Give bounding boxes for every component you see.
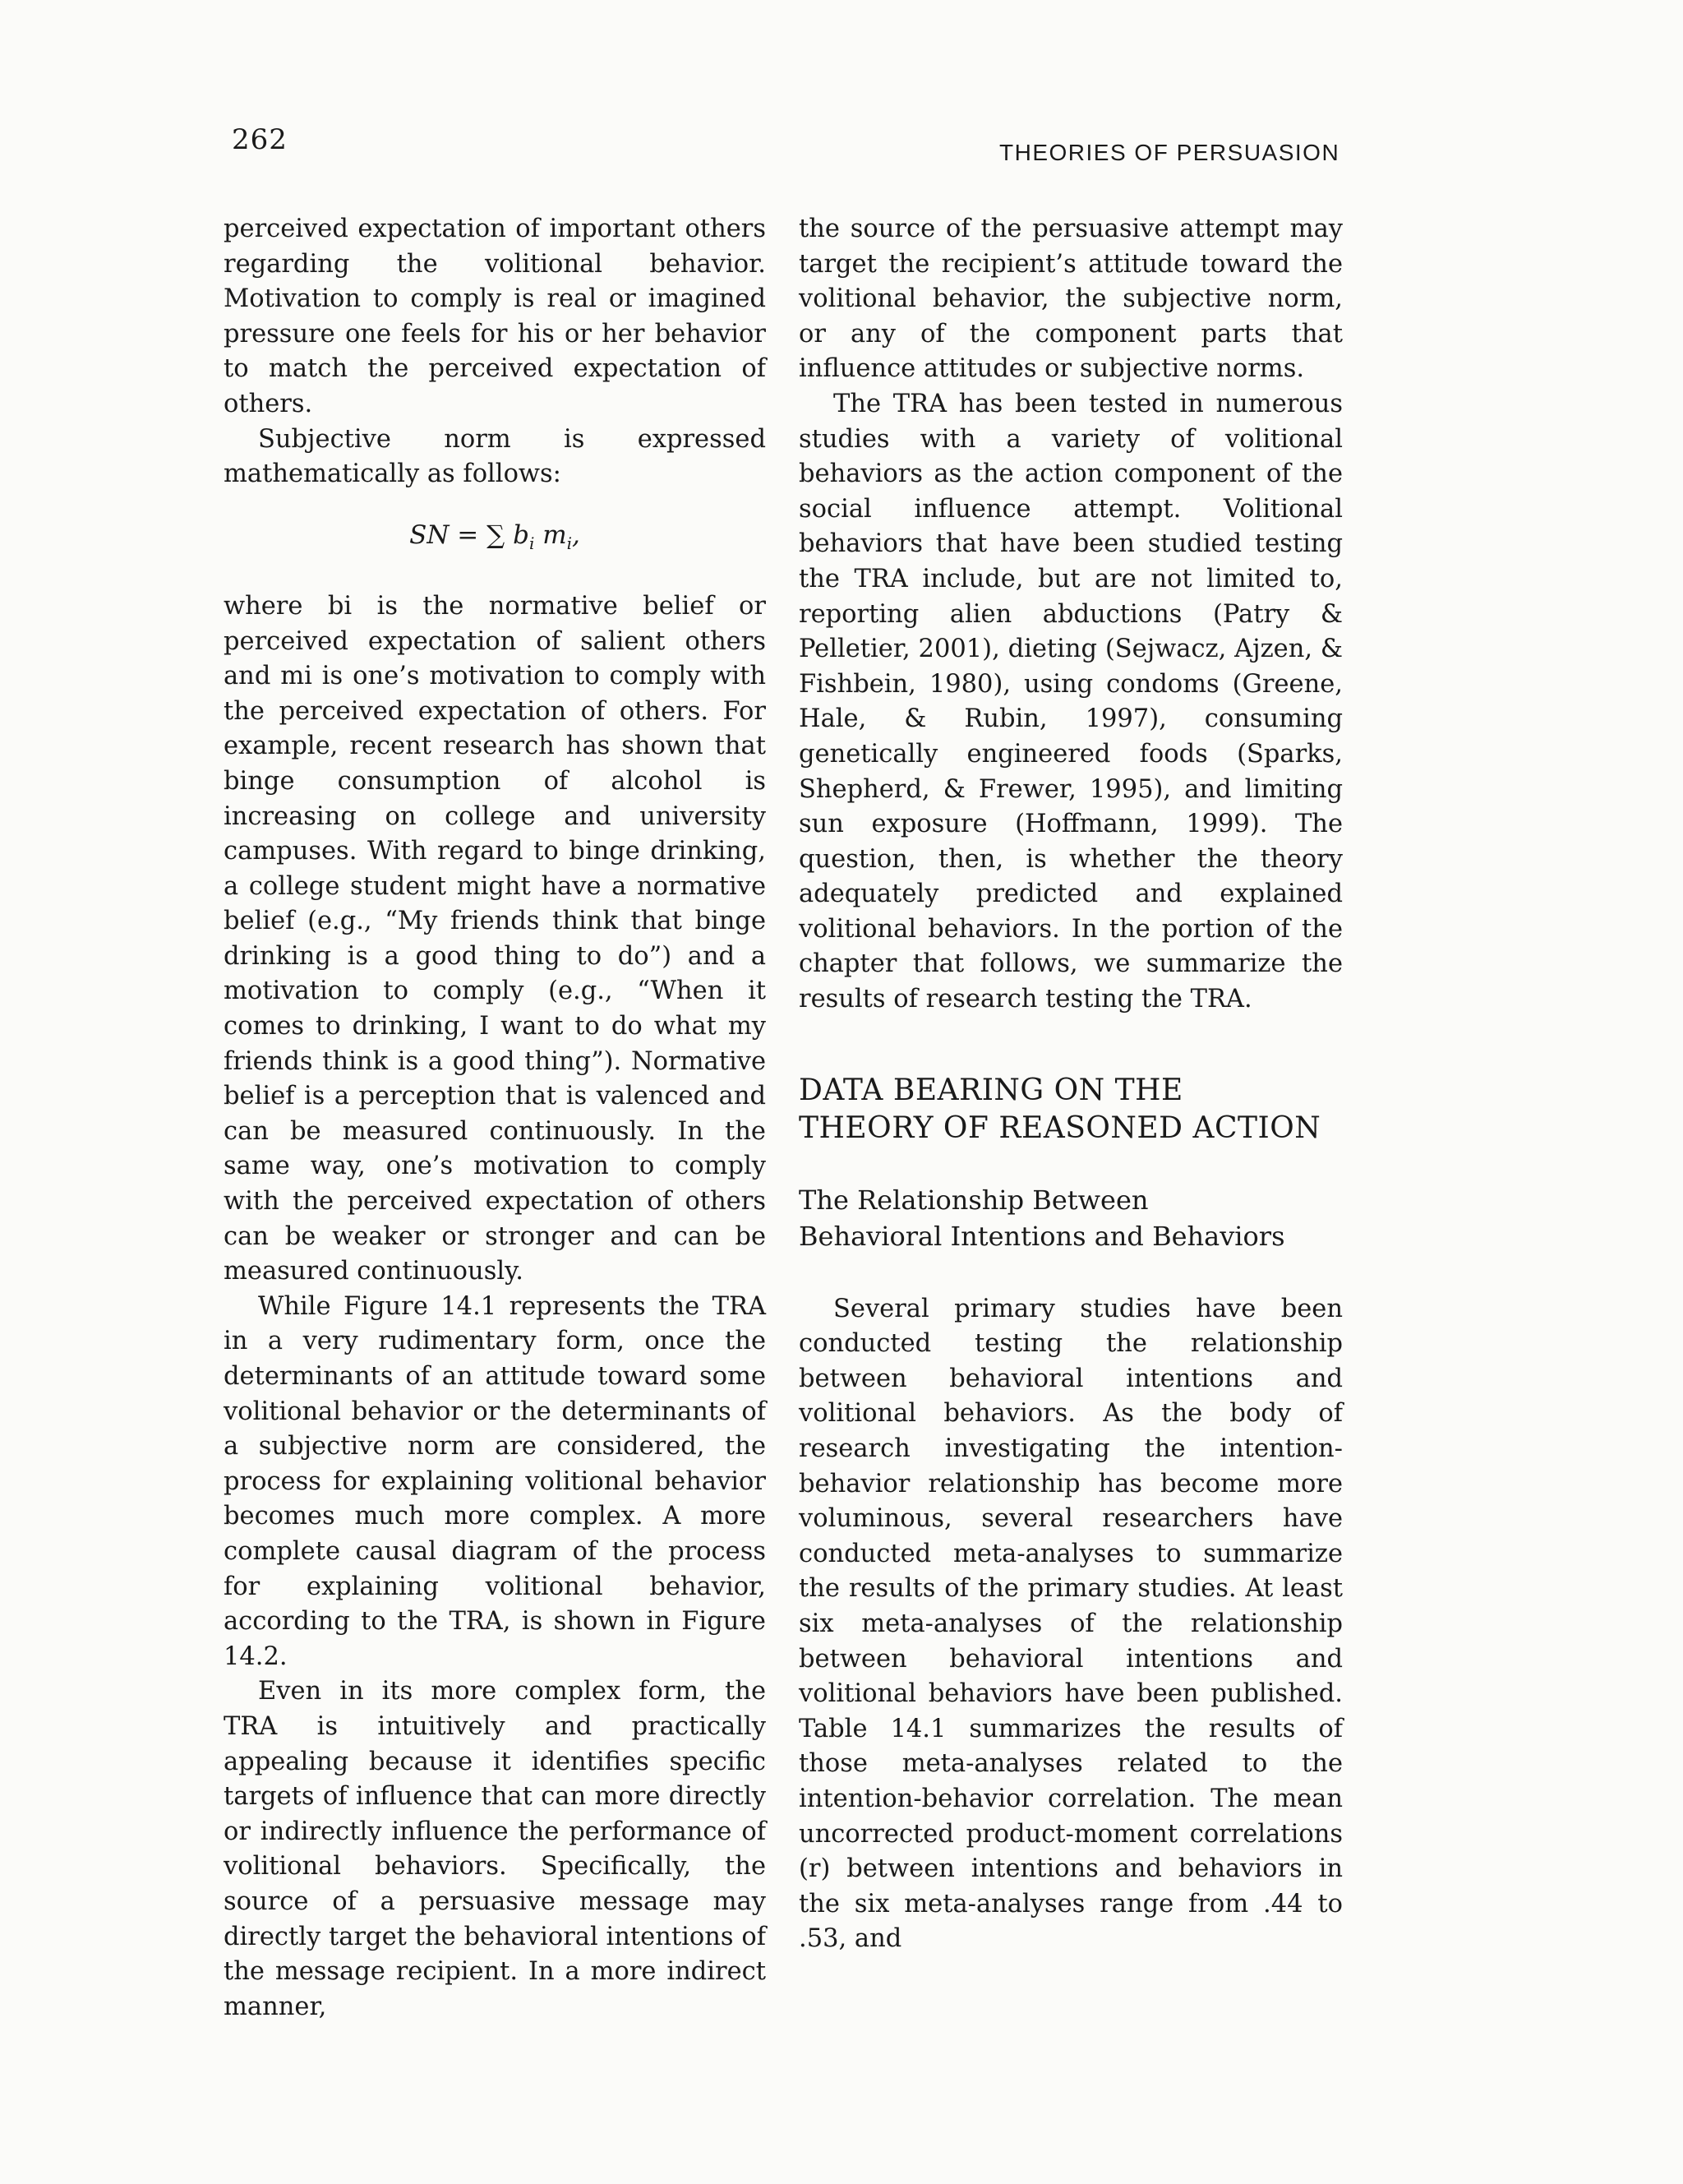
left-column bbox=[224, 212, 766, 2025]
equation-sum: = ∑ bbox=[449, 519, 514, 550]
paragraph: The TRA has been tested in numerous studies with a variety of volitional behaviors as the action component of the social influence attempt. Volitional behaviors that have been studied testing the TRA include, but are not limited to, reporting alien abductions (Patry & Pelletier, 2001), dieting (Sejwacz, Ajzen, & Fishbein, 1980), using condoms (Greene, Hale, & Rubin, 1997), consuming genetically engineered foods (Sparks, Shepherd, & Frewer, 1995), and limiting sun exposure (Hoffmann, 1999). The question, then, is whether the theory adequately predicted and explained volitional behaviors. In the portion of the chapter that follows, we summarize the results of research testing the TRA. bbox=[799, 389, 1343, 1014]
running-head: THEORIES OF PERSUASION bbox=[999, 140, 1340, 165]
subsection-heading bbox=[799, 1182, 1343, 1254]
paragraph: the source of the persuasive attempt may target the recipient’s attitude toward the volitional behavior, the subjective norm, or any of the component parts that influence attitudes or subjective norms. bbox=[799, 215, 1343, 384]
paragraph: Even in its more complex form, the TRA is intuitively and practically appealing because it identifies specific targets of influence that can more directly or indirectly influence the performance of volitional behaviors. Specifically, the source of a persuasive message may directly target the behavioral intentions of the message recipient. In a more indirect manner, bbox=[224, 1677, 766, 2021]
right-column bbox=[799, 212, 1343, 1957]
equation-end: , bbox=[572, 519, 580, 550]
paragraph: While Figure 14.1 represents the TRA in a very rudimentary form, once the determinants of an attitude toward some volitional behavior or the determinants of a subjective norm are considered, the process for explaining volitional behavior becomes much more complex. A more complete causal diagram of the process for explaining volitional behavior, according to the TRA, is shown in Figure 14.2. bbox=[224, 1291, 766, 1671]
section-heading-line: DATA BEARING ON THE bbox=[799, 1073, 1183, 1107]
equation bbox=[224, 517, 766, 561]
equation-m-subscript: i bbox=[566, 533, 573, 553]
equation-m: m bbox=[534, 519, 567, 550]
equation-b: b bbox=[513, 519, 529, 550]
equation-lhs: SN bbox=[409, 519, 450, 550]
equation-b-subscript: i bbox=[528, 533, 535, 553]
paragraph: Several primary studies have been conducted testing the relationship between behavioral intentions and volitional behaviors. As the body of research investigating the intention-behavior relationship has become more voluminous, several researchers have conducted meta-analyses to summarize the results of the primary studies. At least six meta-analyses of the relationship between behavioral intentions and volitional behaviors have been published. Table 14.1 summarizes the results of those meta-analyses related to the intention-behavior correlation. The mean uncorrected product-moment correlations (r) between intentions and behaviors in the six meta-analyses range from .44 to .53, and bbox=[799, 1294, 1343, 1954]
subsection-heading-line: Behavioral Intentions and Behaviors bbox=[799, 1220, 1285, 1252]
paragraph: perceived expectation of important others regarding the volitional behavior. Motivation to comply is real or imagined pressure one feels for his or her behavior to match the perceived expectation of others. bbox=[224, 215, 766, 418]
section-heading bbox=[799, 1072, 1343, 1147]
page-number: 262 bbox=[232, 123, 288, 156]
paragraph: where bi is the normative belief or perceived expectation of salient others and mi is one’s motivation to comply with the perceived expectation of others. For example, recent research has shown that binge consumption of alcohol is increasing on college and university campuses. With regard to binge drinking, a college student might have a normative belief (e.g., “My friends think that binge drinking is a good thing to do”) and a motivation to comply (e.g., “When it comes to drinking, I want to do what my friends think is a good thing”). Normative belief is a perception that is valenced and can be measured continuously. In the same way, one’s motivation to comply with the perceived expectation of others can be weaker or stronger and can be measured continuously. bbox=[224, 591, 766, 1286]
paragraph: Subjective norm is expressed mathematically as follows: bbox=[224, 424, 766, 489]
section-heading-line: THEORY OF REASONED ACTION bbox=[799, 1110, 1321, 1145]
subsection-heading-line: The Relationship Between bbox=[799, 1184, 1149, 1216]
